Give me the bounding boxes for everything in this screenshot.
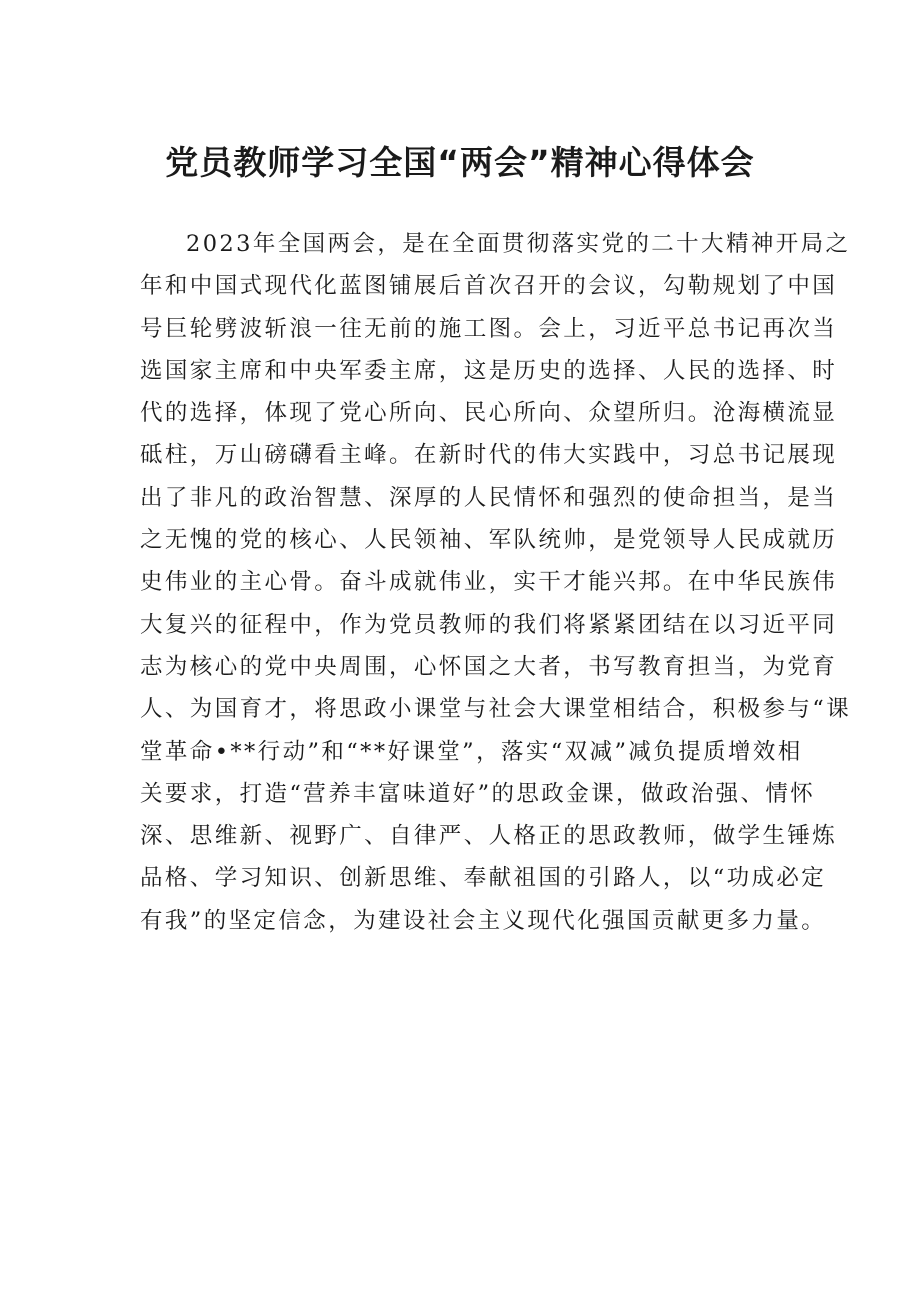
paragraph-line: 代的选择，体现了党心所向、民心所向、众望所归。沧海横流显 xyxy=(140,400,838,427)
paragraph-line: 史伟业的主心骨。奋斗成就伟业，实干才能兴邦。在中华民族伟 xyxy=(140,569,838,596)
body-paragraph xyxy=(140,223,852,942)
paragraph-line: 之无愧的党的核心、人民领袖、军队统帅，是党领导人民成就历 xyxy=(140,527,838,554)
paragraph-line: 选国家主席和中央军委主席，这是历史的选择、人民的选择、时 xyxy=(140,357,838,384)
paragraph-line: 2023年全国两会，是在全面贯彻落实党的二十大精神开局之 xyxy=(186,231,851,257)
paragraph-line: 出了非凡的政治智慧、深厚的人民情怀和强烈的使命担当，是当 xyxy=(140,484,838,511)
paragraph-line: 深、思维新、视野广、自律严、人格正的思政教师，做学生锤炼 xyxy=(140,823,838,850)
paragraph-line: 大复兴的征程中，作为党员教师的我们将紧紧团结在以习近平同 xyxy=(140,611,838,638)
document-title: 党员教师学习全国“两会”精神心得体会 xyxy=(165,143,755,182)
paragraph-line: 堂革命•**行动”和“**好课堂”，落实“双减”减负提质增效相 xyxy=(140,738,803,765)
paragraph-line: 砥柱，万山磅礴看主峰。在新时代的伟大实践中，习总书记展现 xyxy=(140,442,838,469)
paragraph-line: 品格、学习知识、创新思维、奉献祖国的引路人，以“功成必定 xyxy=(140,865,827,892)
paragraph-line: 年和中国式现代化蓝图铺展后首次召开的会议，勾勒规划了中国 xyxy=(140,273,838,300)
paragraph-line: 有我”的坚定信念，为建设社会主义现代化强国贡献更多力量。 xyxy=(140,907,827,934)
paragraph-line: 关要求，打造“营养丰富味道好”的思政金课，做政治强、情怀 xyxy=(140,780,816,807)
paragraph-line: 号巨轮劈波斩浪一往无前的施工图。会上，习近平总书记再次当 xyxy=(140,315,838,342)
paragraph-line: 志为核心的党中央周围，心怀国之大者，书写教育担当，为党育 xyxy=(140,653,838,680)
paragraph-line: 人、为国育才，将思政小课堂与社会大课堂相结合，积极参与“课 xyxy=(140,696,852,723)
